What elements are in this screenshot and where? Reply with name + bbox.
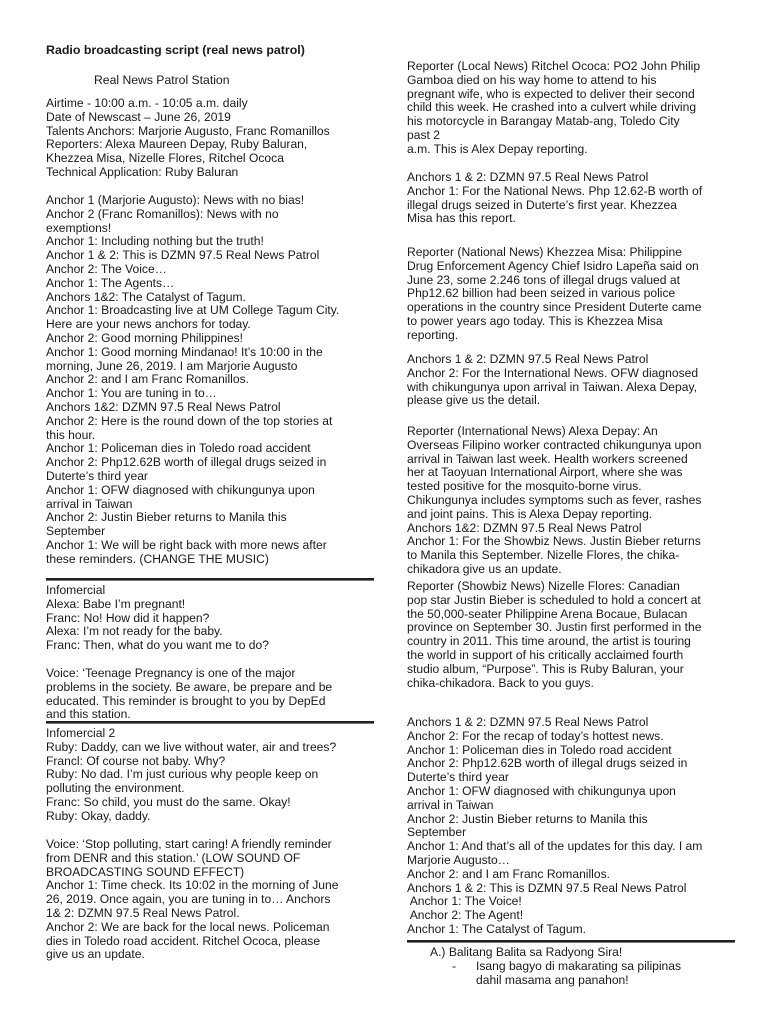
script-line: Anchor 1: OFW diagnosed with chikungunya upon xyxy=(46,482,315,497)
script-line: Anchor 1: And that’s all of the updates for this day. I am xyxy=(407,839,703,854)
script-line: 26, 2019. Once again, you are tuning in to… Anchors xyxy=(46,892,331,907)
script-line: Gamboa died on his way home to attend to his xyxy=(407,72,657,87)
broadcast-details xyxy=(46,97,363,180)
script-line: province on September 30. Justin first performed in the xyxy=(407,620,702,635)
script-line: Alexa: I’m not ready for the baby. xyxy=(46,624,223,639)
script-line: Infomercial 2 xyxy=(46,726,116,740)
script-line: Anchor 1: Good morning Mindanao! It’s 10:00 in the xyxy=(46,344,323,359)
section-divider xyxy=(407,940,735,943)
script-line: Franc: So child, you must do the same. Okay! xyxy=(46,794,291,809)
script-line: exemptions! xyxy=(46,220,112,235)
section-a-heading: A.) Balitang Balita sa Radyong Sira! xyxy=(430,945,623,959)
script-line: Anchor 2: For the International News. OFW diagnosed xyxy=(407,365,699,380)
script-line: illegal drugs seized in Duterte’s first year. Khezzea xyxy=(407,197,678,212)
script-line: Misa has this report. xyxy=(407,211,516,226)
script-line: morning, June 26, 2019. I am Marjorie Augusto xyxy=(46,358,298,373)
international-news-intro xyxy=(407,353,735,408)
voice-reminder-1 xyxy=(46,667,363,722)
detail-line: Reporters: Alexa Maureen Depay, Ruby Baluran, xyxy=(46,137,308,152)
script-line: Anchor 1: Time check. Its 10:02 in the morning of June xyxy=(46,878,339,893)
script-line: Anchor 1: Policeman dies in Toledo road accident xyxy=(46,441,311,456)
script-line: Anchor 2 (Franc Romanillos): News with no xyxy=(46,206,279,221)
script-line: Anchor 2: Here is the round down of the top stories at xyxy=(46,413,333,428)
script-line: Voice: ‘Stop polluting, start caring! A friendly reminder xyxy=(46,837,332,851)
detail-line: Date of Newscast – June 26, 2019 xyxy=(46,109,231,124)
script-line: from DENR and this station.’ (LOW SOUND OF xyxy=(46,850,301,865)
script-line: educated. This reminder is brought to you by DepEd xyxy=(46,693,326,708)
script-line: Ruby: Okay, daddy. xyxy=(46,808,151,823)
script-line: and this station. xyxy=(46,707,131,722)
section-a xyxy=(430,946,730,987)
script-line: Drug Enforcement Agency Chief Isidro Lapeña said on xyxy=(407,258,699,273)
script-line: polluting the environment. xyxy=(46,781,185,796)
script-line: September xyxy=(46,524,106,539)
script-line: past 2 xyxy=(407,127,440,142)
script-line: Anchor 2: and I am Franc Romanillos. xyxy=(46,372,249,387)
script-line: Anchor 2: Justin Bieber returns to Manila this xyxy=(46,510,287,525)
dash-bullet: - xyxy=(452,958,457,973)
script-line: this hour. xyxy=(46,427,96,442)
opening-segment xyxy=(46,194,363,567)
script-line: Anchor 1 & 2: This is DZMN 97.5 Real News Patrol xyxy=(46,248,320,263)
script-line: tested positive for the mosquito-borne virus. xyxy=(407,479,642,494)
section-divider xyxy=(46,721,374,724)
station-name: Real News Patrol Station xyxy=(94,73,230,87)
section-a-item-text-2: dahil masama ang panahon! xyxy=(476,972,629,987)
script-line: Francl: Of course not baby. Why? xyxy=(46,753,226,768)
script-line: dies in Toledo road accident. Ritchel Ococa, please xyxy=(46,933,321,948)
script-line: Anchor 1 (Marjorie Augusto): News with no bias! xyxy=(46,193,305,207)
script-line: Reporter (Showbiz News) Nizelle Flores: Canadian xyxy=(407,579,680,593)
script-line: Reporter (Local News) Ritchel Ococa: PO2 John Philip xyxy=(407,59,701,73)
script-line: her at Taoyuan International Airport, where she was xyxy=(407,465,683,480)
script-line: Ruby: No dad. I’m just curious why people keep on xyxy=(46,767,319,782)
detail-line: Khezzea Misa, Nizelle Flores, Ritchel Ococa xyxy=(46,151,284,166)
script-line: studio album, “Purpose”. This is Ruby Baluran, your xyxy=(407,661,684,676)
script-line: Anchors 1&2: DZMN 97.5 Real News Patrol xyxy=(407,520,642,535)
script-line: his motorcycle in Barangay Matab-ang, Toledo City xyxy=(407,114,680,129)
script-line: give us an update. xyxy=(46,947,145,962)
script-line: Marjorie Augusto… xyxy=(407,852,510,867)
script-line: chikadora give us an update. xyxy=(407,561,562,576)
script-line: Anchor 2: The Voice… xyxy=(46,261,167,276)
document-title: Radio broadcasting script (real news patrol) xyxy=(46,43,305,57)
script-line: Chikungunya includes symptoms such as fever, rashes xyxy=(407,492,702,507)
script-line: problems in the society. Be aware, be prepare and be xyxy=(46,679,333,694)
script-line: Anchor 2: Php12.62B worth of illegal drugs seized in xyxy=(407,756,688,771)
script-line: Anchors 1 & 2: This is DZMN 97.5 Real News Patrol xyxy=(407,880,687,895)
script-line: Duterte’s third year xyxy=(407,770,509,785)
script-line: Reporter (International News) Alexa Depay: An xyxy=(407,424,658,438)
script-line: pregnant wife, who is expected to deliver their second xyxy=(407,86,695,101)
detail-line: Talents Anchors: Marjorie Augusto, Franc Romanillos xyxy=(46,123,330,138)
script-line: BROADCASTING SOUND EFFECT) xyxy=(46,864,245,879)
script-line: Voice: ‘Teenage Pregnancy is one of the major xyxy=(46,666,296,680)
script-line: Duterte’s third year xyxy=(46,468,148,483)
script-line: these reminders. (CHANGE THE MUSIC) xyxy=(46,551,269,566)
script-line: chika-chikadora. Back to you guys. xyxy=(407,675,594,690)
script-line: Anchor 1: Including nothing but the truth! xyxy=(46,234,264,249)
script-line: operations in the country since President Duterte came xyxy=(407,300,702,315)
infomercial-2 xyxy=(46,727,363,824)
script-line: Anchor 2: Good morning Philippines! xyxy=(46,330,243,345)
script-line: Here are your news anchors for today. xyxy=(46,317,251,332)
script-line: Anchor 1: Policeman dies in Toledo road accident xyxy=(407,742,672,757)
script-line: please give us the detail. xyxy=(407,393,541,408)
script-line: arrival in Taiwan last week. Health workers screened xyxy=(407,451,688,466)
showbiz-news-report xyxy=(407,580,735,690)
script-line: Franc: No! How did it happen? xyxy=(46,610,210,625)
script-line: Anchors 1 & 2: DZMN 97.5 Real News Patrol xyxy=(407,352,649,366)
script-line: to Manila this September. Nizelle Flores, the chika- xyxy=(407,548,680,563)
section-a-item xyxy=(430,960,730,974)
script-line: Anchors 1&2: The Catalyst of Tagum. xyxy=(46,289,246,304)
script-line: Anchor 2: Justin Bieber returns to Manila this xyxy=(407,811,648,826)
script-line: child this week. He crashed into a culvert while driving xyxy=(407,100,697,115)
script-line: Anchor 1: We will be right back with more news after xyxy=(46,537,327,552)
script-line: arrival in Taiwan xyxy=(407,797,494,812)
script-line: Anchor 2: We are back for the local news. Policeman xyxy=(46,919,330,934)
national-news-intro xyxy=(407,171,735,226)
script-line: Anchor 1: For the Showbiz News. Justin Bieber returns xyxy=(407,534,701,549)
script-line: reporting. xyxy=(407,327,459,342)
script-line: Anchor 2: and I am Franc Romanillos. xyxy=(407,866,610,881)
script-line: Franc: Then, what do you want me to do? xyxy=(46,638,269,653)
script-line: Anchor 1: The Catalyst of Tagum. xyxy=(407,921,587,936)
detail-line: Airtime - 10:00 a.m. - 10:05 a.m. daily xyxy=(46,96,248,110)
script-line: country in 2011. This time around, the artist is touring xyxy=(407,634,691,649)
script-line: Anchor 2: Php12.62B worth of illegal drugs seized in xyxy=(46,455,327,470)
infomercial-1 xyxy=(46,584,363,653)
script-line: Overseas Filipino worker contracted chikungunya upon xyxy=(407,437,702,452)
script-line: Anchor 1: OFW diagnosed with chikungunya upon xyxy=(407,783,676,798)
script-line: arrival in Taiwan xyxy=(46,496,133,511)
voice-reminder-2 xyxy=(46,838,363,962)
script-line: the world in support of his critically acclaimed fourth xyxy=(407,647,684,662)
script-line: Alexa: Babe I’m pregnant! xyxy=(46,596,186,611)
script-line: Anchor 2: For the recap of today’s hottest news. xyxy=(407,728,664,743)
local-news-report xyxy=(407,60,735,157)
section-divider xyxy=(46,578,374,581)
script-line: a.m. This is Alex Depay reporting. xyxy=(407,141,588,156)
script-line: Infomercial xyxy=(46,583,106,597)
script-line: Anchor 1: The Voice! xyxy=(407,894,522,909)
script-line: and joint pains. This is Alexa Depay reporting. xyxy=(407,506,653,521)
script-line: Anchors 1&2: DZMN 97.5 Real News Patrol xyxy=(46,399,281,414)
script-line: Php12.62 billion had been seized in various police xyxy=(407,286,676,301)
script-line: pop star Justin Bieber is scheduled to hold a concert at xyxy=(407,592,701,607)
script-line: Anchor 2: The Agent! xyxy=(407,908,524,923)
script-line: with chikungunya upon arrival in Taiwan. Alexa Depay, xyxy=(407,379,697,394)
recap-segment xyxy=(407,716,735,937)
detail-line: Technical Application: Ruby Baluran xyxy=(46,164,239,179)
international-news-report xyxy=(407,425,735,577)
script-line: 1& 2: DZMN 97.5 Real News Patrol. xyxy=(46,905,240,920)
script-line: Anchor 1: You are tuning in to… xyxy=(46,386,217,401)
section-a-item-text-1: Isang bagyo di makarating sa pilipinas xyxy=(476,958,682,973)
script-line: Anchors 1 & 2: DZMN 97.5 Real News Patrol xyxy=(407,170,649,184)
script-line: Anchor 1: Broadcasting live at UM College Tagum City. xyxy=(46,303,340,318)
script-line: Anchor 1: For the National News. Php 12.62-B worth of xyxy=(407,183,703,198)
script-line: to power years ago today. This is Khezzea Misa xyxy=(407,313,663,328)
script-line: Ruby: Daddy, can we live without water, air and trees? xyxy=(46,739,337,754)
script-line: Anchor 1: The Agents… xyxy=(46,275,175,290)
national-news-report xyxy=(407,246,735,343)
script-line: Anchors 1 & 2: DZMN 97.5 Real News Patrol xyxy=(407,715,649,729)
script-line: the 50,000-seater Philippine Arena Bocaue, Bulacan xyxy=(407,606,688,621)
script-line: September xyxy=(407,825,467,840)
script-line: June 23, some 2.246 tons of illegal drugs valued at xyxy=(407,272,680,287)
script-line: Reporter (National News) Khezzea Misa: Philippine xyxy=(407,245,682,259)
